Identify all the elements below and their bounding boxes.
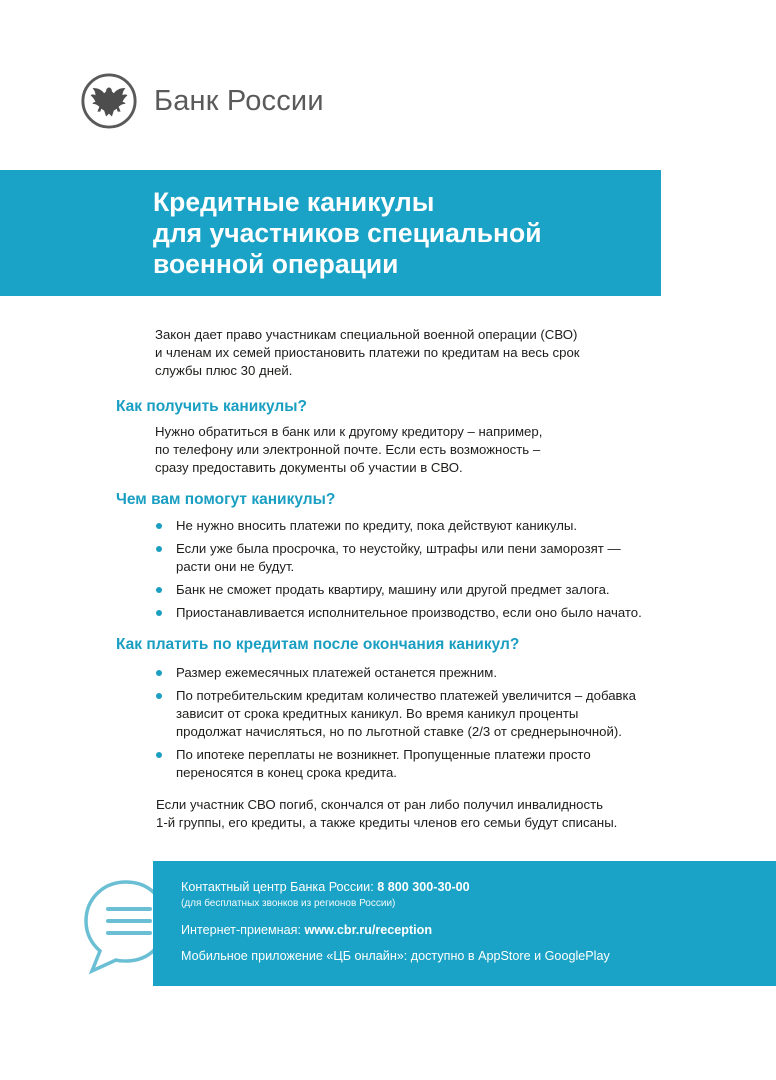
bullet-icon: [156, 523, 162, 529]
section-heading-payment-after: Как платить по кредитам после окончания каникул?: [116, 636, 520, 653]
text-line: Нужно обратиться в банк или к другому кредитору – например,: [155, 424, 543, 439]
text-line: по телефону или электронной почте. Если есть возможность –: [155, 442, 541, 457]
closing-paragraph: [156, 796, 676, 832]
list-item: [155, 604, 675, 622]
contacts-footer: [153, 861, 776, 986]
how-to-get-paragraph: [155, 423, 625, 477]
text-line: Закон дает право участникам специальной военной операции (СВО): [155, 327, 578, 342]
list-item: [155, 664, 675, 682]
benefits-list: [155, 517, 675, 627]
bullet-icon: [156, 610, 162, 616]
reception-link[interactable]: www.cbr.ru/reception: [304, 923, 433, 937]
contact-label: Контактный центр Банка России:: [181, 880, 378, 894]
internet-reception: [181, 923, 432, 937]
bullet-icon: [156, 587, 162, 593]
eagle-emblem-icon: [80, 72, 138, 130]
contact-center: [181, 880, 470, 894]
intro-paragraph: [155, 326, 625, 380]
title-line: военной операции: [153, 249, 399, 279]
title-banner: [0, 170, 661, 296]
text-line: и членам их семей приостановить платежи по кредитам на весь срок: [155, 345, 580, 360]
bullet-icon: [156, 670, 162, 676]
text-line: сразу предоставить документы об участии в СВО.: [155, 460, 463, 475]
bank-name: Банк России: [154, 84, 324, 117]
list-item: [155, 581, 675, 599]
text-line: продолжат начисляться, но по льготной ставке (2/3 от среднерыночной).: [176, 724, 622, 739]
text-line: Если участник СВО погиб, скончался от ран либо получил инвалидность: [156, 797, 604, 812]
text-line: Приостанавливается исполнительное производство, если оно было начато.: [176, 605, 642, 620]
text-line: зависит от срока кредитных каникул. Во время каникул проценты: [176, 706, 579, 721]
section-heading-how-to-get: Как получить каникулы?: [116, 398, 307, 415]
text-line: По ипотеке переплаты не возникнет. Пропущенные платежи просто: [176, 747, 591, 762]
list-item: [155, 687, 675, 741]
text-line: Размер ежемесячных платежей останется прежним.: [176, 665, 497, 680]
text-line: Не нужно вносить платежи по кредиту, пока действуют каникулы.: [176, 518, 578, 533]
text-line: расти они не будут.: [176, 559, 295, 574]
text-line: переносятся в конец срока кредита.: [176, 765, 397, 780]
title-line: Кредитные каникулы: [153, 187, 435, 217]
title-line: для участников специальной: [153, 218, 542, 248]
contact-note: (для бесплатных звонков из регионов России): [181, 898, 396, 909]
contact-phone-link[interactable]: 8 800 300-30-00: [377, 880, 470, 894]
text-line: 1-й группы, его кредиты, а также кредиты членов его семьи будут списаны.: [156, 815, 618, 830]
bullet-icon: [156, 546, 162, 552]
bullet-icon: [156, 752, 162, 758]
bullet-icon: [156, 693, 162, 699]
section-heading-benefits: Чем вам помогут каникулы?: [116, 491, 336, 508]
list-item: [155, 746, 675, 782]
bank-logo: [80, 72, 324, 130]
reception-label: Интернет-приемная:: [181, 923, 305, 937]
text-line: По потребительским кредитам количество платежей увеличится – добавка: [176, 688, 636, 703]
text-line: Если уже была просрочка, то неустойку, штрафы или пени заморозят —: [176, 541, 621, 556]
list-item: [155, 517, 675, 535]
page-title: [153, 187, 542, 280]
list-item: [155, 540, 675, 576]
text-line: службы плюс 30 дней.: [155, 363, 293, 378]
mobile-app-text: Мобильное приложение «ЦБ онлайн»: доступно в AppStore и GooglePlay: [181, 949, 610, 963]
text-line: Банк не сможет продать квартиру, машину или другой предмет залога.: [176, 582, 610, 597]
payment-after-list: [155, 664, 675, 787]
